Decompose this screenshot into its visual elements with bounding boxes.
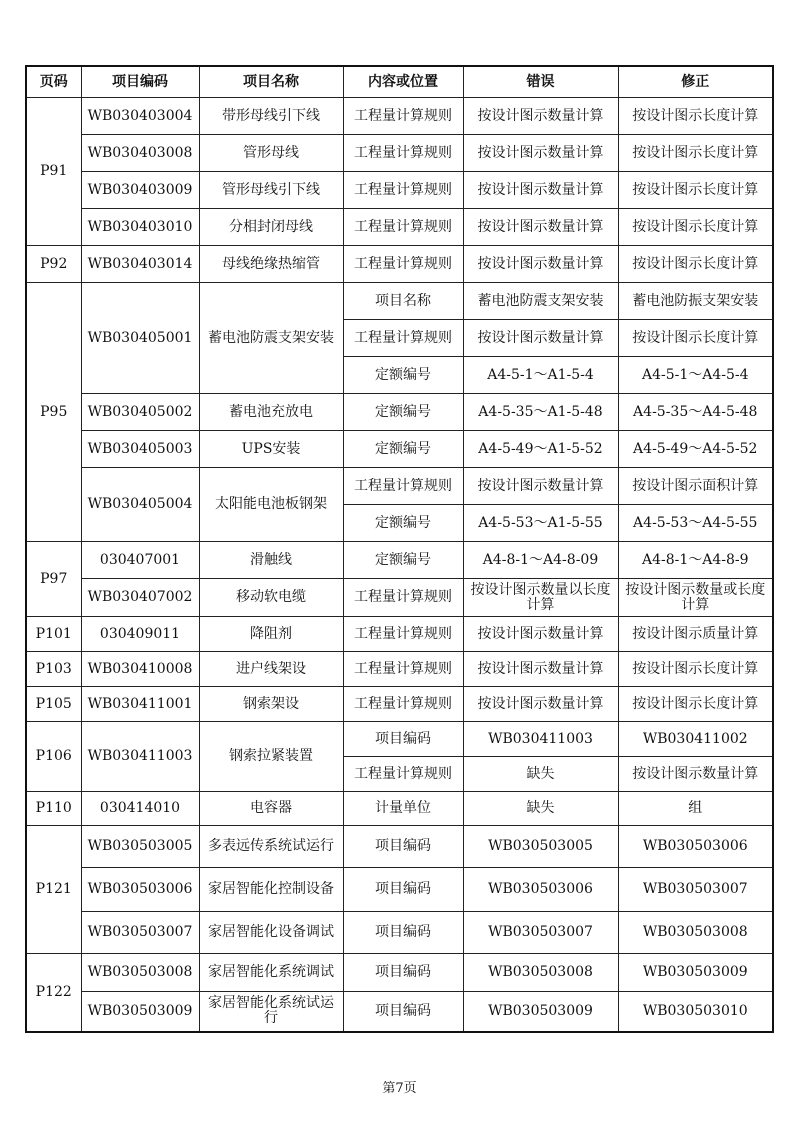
correction-cell: 按设计图示数量或长度计算 — [618, 579, 773, 617]
code-cell: 030407001 — [81, 542, 199, 579]
error-cell: 按设计图示数量计算 — [463, 687, 618, 722]
table-row — [26, 687, 773, 722]
name-cell: 钢索架设 — [199, 687, 343, 722]
page-cell: P103 — [26, 652, 81, 687]
code-cell: WB030403009 — [81, 172, 199, 209]
code-cell: WB030503005 — [81, 826, 199, 868]
header-page: 页码 — [26, 66, 81, 98]
name-cell: UPS安装 — [199, 431, 343, 468]
page-cell: P110 — [26, 792, 81, 826]
content-cell: 工程量计算规则 — [343, 246, 463, 283]
page-cell: P101 — [26, 617, 81, 652]
content-cell: 工程量计算规则 — [343, 172, 463, 209]
page-cell: P105 — [26, 687, 81, 722]
error-cell: 按设计图示数量计算 — [463, 135, 618, 172]
name-cell: 太阳能电池板钢架 — [199, 468, 343, 542]
name-cell: 降阻剂 — [199, 617, 343, 652]
content-cell: 工程量计算规则 — [343, 687, 463, 722]
code-cell: WB030403004 — [81, 98, 199, 135]
code-cell: WB030403010 — [81, 209, 199, 246]
name-cell: 家居智能化设备调试 — [199, 912, 343, 954]
content-cell: 定额编号 — [343, 394, 463, 431]
table-row — [26, 617, 773, 652]
error-cell: A4-5-1～A1-5-4 — [463, 357, 618, 394]
correction-cell: 按设计图示长度计算 — [618, 135, 773, 172]
content-cell: 项目编码 — [343, 868, 463, 912]
content-cell: 项目编码 — [343, 992, 463, 1032]
table-row — [26, 283, 773, 320]
table-row — [26, 992, 773, 1032]
name-cell: 多表远传系统试运行 — [199, 826, 343, 868]
error-cell: 按设计图示数量计算 — [463, 652, 618, 687]
header-content: 内容或位置 — [343, 66, 463, 98]
page-cell: P91 — [26, 98, 81, 246]
error-cell: 按设计图示数量计算 — [463, 209, 618, 246]
error-cell: A4-8-1～A4-8-09 — [463, 542, 618, 579]
error-cell: WB030503006 — [463, 868, 618, 912]
correction-cell: A4-5-35～A4-5-48 — [618, 394, 773, 431]
content-cell: 计量单位 — [343, 792, 463, 826]
table-row — [26, 652, 773, 687]
name-cell: 家居智能化控制设备 — [199, 868, 343, 912]
name-cell: 分相封闭母线 — [199, 209, 343, 246]
error-cell: WB030503007 — [463, 912, 618, 954]
error-cell: A4-5-35～A1-5-48 — [463, 394, 618, 431]
errata-table — [25, 65, 774, 1033]
code-cell: WB030403014 — [81, 246, 199, 283]
correction-cell: 按设计图示长度计算 — [618, 172, 773, 209]
correction-cell: 蓄电池防振支架安装 — [618, 283, 773, 320]
table-row — [26, 468, 773, 505]
correction-cell: 按设计图示质量计算 — [618, 617, 773, 652]
content-cell: 工程量计算规则 — [343, 757, 463, 792]
content-cell: 定额编号 — [343, 431, 463, 468]
content-cell: 工程量计算规则 — [343, 579, 463, 617]
header-correction: 修正 — [618, 66, 773, 98]
header-item-name: 项目名称 — [199, 66, 343, 98]
table-row — [26, 868, 773, 912]
code-cell: WB030411003 — [81, 722, 199, 792]
code-cell: WB030503008 — [81, 954, 199, 992]
table-row — [26, 431, 773, 468]
correction-cell: A4-5-1～A4-5-4 — [618, 357, 773, 394]
content-cell: 工程量计算规则 — [343, 652, 463, 687]
code-cell: WB030405002 — [81, 394, 199, 431]
content-cell: 工程量计算规则 — [343, 320, 463, 357]
correction-cell: 按设计图示长度计算 — [618, 652, 773, 687]
name-cell: 移动软电缆 — [199, 579, 343, 617]
content-cell: 项目编码 — [343, 954, 463, 992]
content-cell: 定额编号 — [343, 357, 463, 394]
code-cell: WB030407002 — [81, 579, 199, 617]
error-cell: WB030503008 — [463, 954, 618, 992]
page-cell: P97 — [26, 542, 81, 617]
correction-cell: A4-5-53～A4-5-55 — [618, 505, 773, 542]
name-cell: 滑触线 — [199, 542, 343, 579]
code-cell: WB030410008 — [81, 652, 199, 687]
correction-cell: 按设计图示长度计算 — [618, 209, 773, 246]
table-row — [26, 246, 773, 283]
content-cell: 工程量计算规则 — [343, 135, 463, 172]
error-cell: 按设计图示数量以长度计算 — [463, 579, 618, 617]
name-cell: 钢索拉紧装置 — [199, 722, 343, 792]
page-number: 第7页 — [382, 1081, 417, 1096]
content-cell: 项目编码 — [343, 826, 463, 868]
header-item-code: 项目编码 — [81, 66, 199, 98]
content-cell: 定额编号 — [343, 542, 463, 579]
code-cell: 030414010 — [81, 792, 199, 826]
error-cell: WB030503005 — [463, 826, 618, 868]
correction-cell: 组 — [618, 792, 773, 826]
correction-cell: WB030411002 — [618, 722, 773, 757]
name-cell: 蓄电池充放电 — [199, 394, 343, 431]
error-cell: 按设计图示数量计算 — [463, 617, 618, 652]
correction-cell: A4-8-1～A4-8-9 — [618, 542, 773, 579]
page-cell: P121 — [26, 826, 81, 954]
table-row — [26, 542, 773, 579]
correction-cell: 按设计图示长度计算 — [618, 687, 773, 722]
name-cell: 管形母线引下线 — [199, 172, 343, 209]
correction-cell: 按设计图示数量计算 — [618, 757, 773, 792]
name-cell: 电容器 — [199, 792, 343, 826]
code-cell: WB030503006 — [81, 868, 199, 912]
table-row — [26, 98, 773, 135]
content-cell: 项目编码 — [343, 722, 463, 757]
page-cell: P122 — [26, 954, 81, 1032]
name-cell: 母线绝缘热缩管 — [199, 246, 343, 283]
error-cell: WB030411003 — [463, 722, 618, 757]
content-cell: 工程量计算规则 — [343, 209, 463, 246]
error-cell: 按设计图示数量计算 — [463, 246, 618, 283]
code-cell: WB030405001 — [81, 283, 199, 394]
content-cell: 项目名称 — [343, 283, 463, 320]
error-cell: A4-5-53～A1-5-55 — [463, 505, 618, 542]
table-row — [26, 394, 773, 431]
table-row — [26, 172, 773, 209]
correction-cell: A4-5-49～A4-5-52 — [618, 431, 773, 468]
code-cell: WB030403008 — [81, 135, 199, 172]
code-cell: WB030405004 — [81, 468, 199, 542]
correction-cell: WB030503006 — [618, 826, 773, 868]
error-cell: 缺失 — [463, 757, 618, 792]
correction-cell: WB030503008 — [618, 912, 773, 954]
header-row — [26, 66, 773, 98]
content-cell: 项目编码 — [343, 912, 463, 954]
page-cell: P106 — [26, 722, 81, 792]
error-cell: 按设计图示数量计算 — [463, 320, 618, 357]
name-cell: 带形母线引下线 — [199, 98, 343, 135]
name-cell: 家居智能化系统调试 — [199, 954, 343, 992]
code-cell: 030409011 — [81, 617, 199, 652]
correction-cell: 按设计图示长度计算 — [618, 98, 773, 135]
name-cell: 家居智能化系统试运行 — [199, 992, 343, 1032]
error-cell: A4-5-49～A1-5-52 — [463, 431, 618, 468]
table-row — [26, 209, 773, 246]
page-cell: P92 — [26, 246, 81, 283]
error-cell: 按设计图示数量计算 — [463, 172, 618, 209]
code-cell: WB030405003 — [81, 431, 199, 468]
table-row — [26, 954, 773, 992]
table-row — [26, 135, 773, 172]
table-row — [26, 912, 773, 954]
correction-cell: 按设计图示长度计算 — [618, 246, 773, 283]
code-cell: WB030503009 — [81, 992, 199, 1032]
table-row — [26, 722, 773, 757]
table-row — [26, 826, 773, 868]
header-error: 错误 — [463, 66, 618, 98]
content-cell: 工程量计算规则 — [343, 617, 463, 652]
error-cell: WB030503009 — [463, 992, 618, 1032]
correction-cell: 按设计图示面积计算 — [618, 468, 773, 505]
correction-cell: WB030503009 — [618, 954, 773, 992]
content-cell: 工程量计算规则 — [343, 98, 463, 135]
name-cell: 进户线架设 — [199, 652, 343, 687]
code-cell: WB030503007 — [81, 912, 199, 954]
error-cell: 蓄电池防震支架安装 — [463, 283, 618, 320]
error-cell: 按设计图示数量计算 — [463, 98, 618, 135]
correction-cell: WB030503010 — [618, 992, 773, 1032]
content-cell: 工程量计算规则 — [343, 468, 463, 505]
code-cell: WB030411001 — [81, 687, 199, 722]
table-row — [26, 792, 773, 826]
correction-cell: WB030503007 — [618, 868, 773, 912]
page-cell: P95 — [26, 283, 81, 542]
name-cell: 蓄电池防震支架安装 — [199, 283, 343, 394]
error-cell: 缺失 — [463, 792, 618, 826]
correction-cell: 按设计图示长度计算 — [618, 320, 773, 357]
name-cell: 管形母线 — [199, 135, 343, 172]
content-cell: 定额编号 — [343, 505, 463, 542]
error-cell: 按设计图示数量计算 — [463, 468, 618, 505]
table-row — [26, 579, 773, 617]
